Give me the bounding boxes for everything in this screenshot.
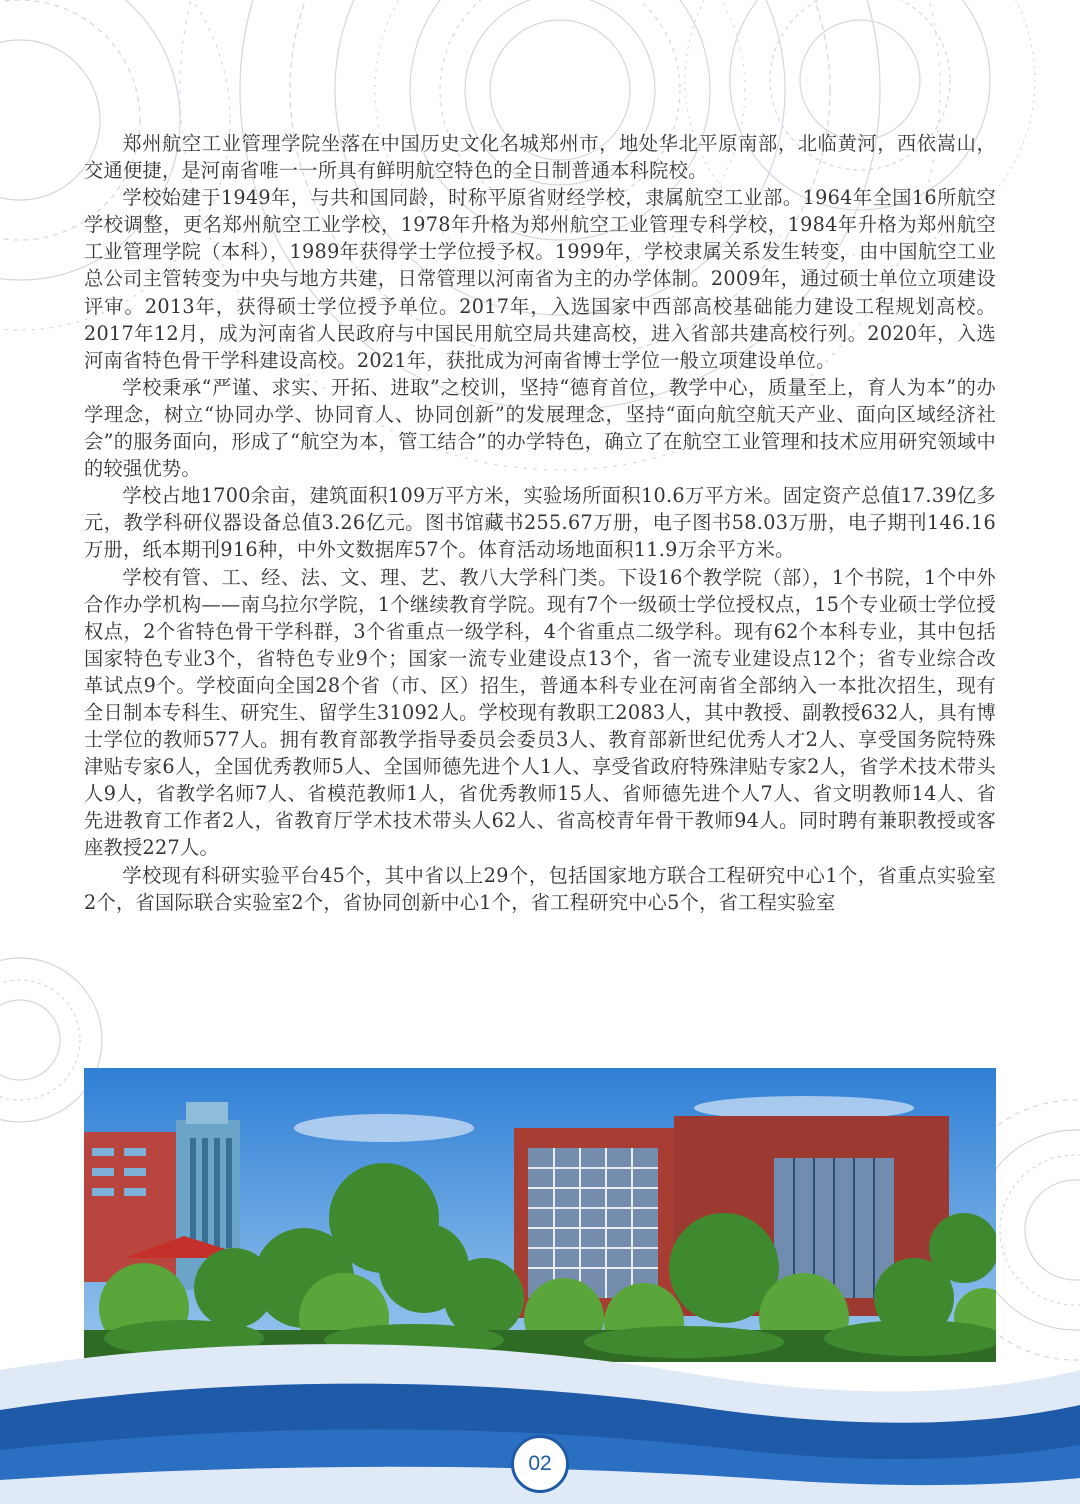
- article-body: [84, 130, 996, 916]
- paragraph-campus: 学校占地1700余亩，建筑面积109万平方米，实验场所面积10.6万平方米。固定资产总值17.39亿多元，教学科研仪器设备总值3.26亿元。图书馆藏书255.67万册，电子图书58.03万册，电子期刊146.16万册，纸本期刊916种，中外文数据库57个。体育活动场地面积11.9万余平方米。: [84, 484, 996, 562]
- paragraph-research: 学校现有科研实验平台45个，其中省以上29个，包括国家地方联合工程研究中心1个，省重点实验室2个，省国际联合实验室2个，省协同创新中心1个，省工程研究中心5个，省工程实验室: [84, 863, 996, 914]
- page-number-badge: 02: [511, 1435, 569, 1493]
- paragraph-philosophy: 学校秉承“严谨、求实、开拓、进取”之校训，坚持“德育首位，教学中心，质量至上，育人为本”的办学理念，树立“协同办学、协同育人、协同创新”的发展理念，坚持“面向航空航天产业、面向区域经济社会”的服务面向，形成了“航空为本，管工结合”的办学特色，确立了在航空工业管理和技术应用研究领域中的较强优势。: [84, 375, 996, 481]
- paragraph-intro: 郑州航空工业管理学院坐落在中国历史文化名城郑州市，地处华北平原南部，北临黄河，西依嵩山，交通便捷，是河南省唯一一所具有鲜明航空特色的全日制普通本科院校。: [84, 132, 996, 183]
- paragraph-disciplines: 学校有管、工、经、法、文、理、艺、教八大学科门类。下设16个教学院（部），1个书院，1个中外合作办学机构——南乌拉尔学院，1个继续教育学院。现有7个一级硕士学位授权点，15个专业硕士学位授权点，2个省特色骨干学科群，3个省重点一级学科，4个省重点二级学科。现有62个本科专业，其中包括国家特色专业3个，省特色专业9个；国家一流专业建设点13个，省一流专业建设点12个；省专业综合改革试点9个。学校面向全国28个省（市、区）招生，普通本科专业在河南省全部纳入一本批次招生，现有全日制本专科生、研究生、留学生31092人。学校现有教职工2083人，其中教授、副教授632人，具有博士学位的教师577人。拥有教育部教学指导委员会委员3人、教育部新世纪优秀人才2人、享受国务院特殊津贴专家6人，全国优秀教师5人、全国师德先进个人1人、享受省政府特殊津贴专家2人，省学术技术带头人9人，省教学名师7人、省模范教师1人，省优秀教师15人、省师德先进个人7人、省文明教师14人、省先进教育工作者2人，省教育厅学术技术带头人62人、省高校青年骨干教师94人。同时聘有兼职教授或客座教授227人。: [84, 565, 996, 860]
- paragraph-history: 学校始建于1949年，与共和国同龄，时称平原省财经学校，隶属航空工业部。1964年全国16所航空学校调整，更名郑州航空工业学校，1978年升格为郑州航空工业管理专科学校，1984年升格为郑州航空工业管理学院（本科），1989年获得学士学位授予权。1999年，学校隶属关系发生转变，由中国航空工业总公司主管转变为中央与地方共建，日常管理以河南省为主的办学体制。2009年，通过硕士单位立项建设评审。2013年，获得硕士学位授予单位。2017年，入选国家中西部高校基础能力建设工程规划高校。2017年12月，成为河南省人民政府与中国民用航空局共建高校，进入省部共建高校行列。2020年，入选河南省特色骨干学科建设高校。2021年，获批成为河南省博士学位一般立项建设单位。: [84, 186, 996, 372]
